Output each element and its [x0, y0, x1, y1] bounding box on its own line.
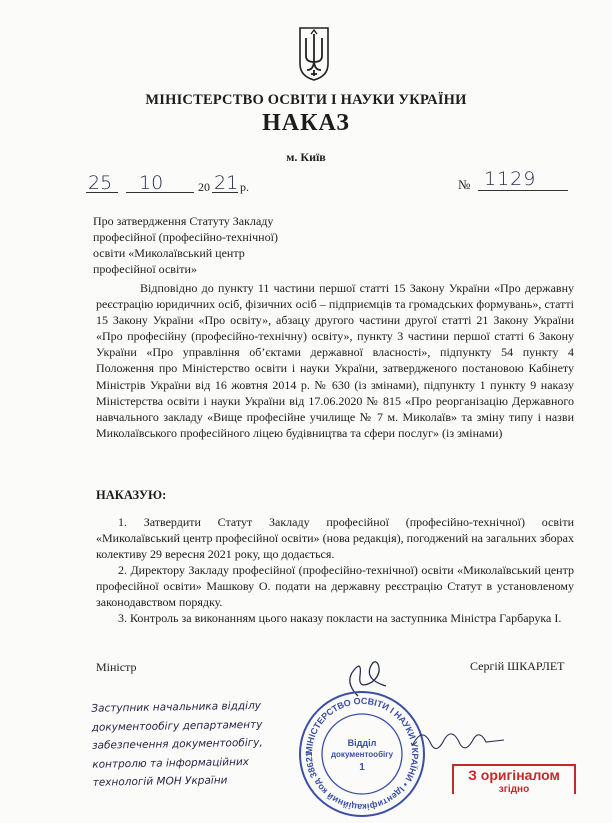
- subject-line: Про затвердження Статуту Закладу: [93, 214, 274, 228]
- number-sign: №: [458, 177, 471, 192]
- order-item-2: 2. Директору Закладу професійної (професійно-технічної) освіти «Миколаївський центр професійної освіти» Машкову О. подати на державну реєстрацію Статут в установленому законодавством порядку.: [96, 563, 574, 610]
- note-line: документообігу департаменту: [91, 718, 263, 734]
- order-year-abbr: р.: [240, 180, 249, 194]
- order-year-suffix: 21: [214, 172, 239, 194]
- date-line: [212, 192, 238, 193]
- note-line: Заступник начальника відділу: [91, 699, 262, 715]
- stamp-center-line: документообігу: [330, 750, 394, 759]
- note-line: забезпечення документообігу,: [91, 736, 263, 752]
- order-year-prefix: 20: [198, 180, 210, 194]
- number-line: [478, 190, 568, 191]
- original-conformity-stamp: [452, 764, 576, 794]
- orders-heading: НАКАЗУЮ:: [96, 488, 167, 502]
- round-stamp-icon: [298, 690, 426, 818]
- original-stamp-line2: згідно: [498, 784, 530, 795]
- subject-line: освіти «Миколаївський центр: [93, 246, 245, 260]
- date-line: [126, 192, 194, 193]
- note-line: технологій МОН України: [92, 774, 228, 789]
- certifier-signature: [408, 716, 508, 766]
- original-stamp-line1: З оригіналом: [468, 767, 560, 783]
- preamble-paragraph: Відповідно до пункту 11 частини першої статті 15 Закону України «Про державну реєстрацію юридичних осіб, фізичних осіб – підприємців та громадських формувань», статті 15 Закону України «Про освіту», абзацу другого частини другої статті 21 Закону України «Про професійну (професійно-технічну) освіту», пункту 3 частини першої статті 6 Закону України «Про управління об’єктами державної власності», підпункту 54 пункту 4 Положення про Міністерство освіти і науки України, затвердженого постановою Кабінету Міністрів України від 16 жовтня 2014 р. № 630 (із змінами), підпункту 1 пункту 9 наказу Міністерства освіти і науки України від 17.06.2020 № 815 «Про реорганізацію Державного навчального закладу «Вище професійне училище № 7 м. Миколаїв» та зміну типу і назви Миколаївського професійного ліцею будівництва та сфери послуг» (із змінами): [96, 281, 574, 440]
- order-day: 25: [88, 172, 113, 194]
- stamp-center-line: Відділ: [347, 738, 377, 748]
- document-title: НАКАЗ: [262, 110, 350, 136]
- order-subject: [93, 213, 333, 277]
- note-line: контролю та інформаційних: [92, 755, 250, 771]
- signer-position: Міністр: [96, 660, 137, 674]
- order-number: 1129: [484, 168, 537, 190]
- department-stamp: [298, 690, 426, 813]
- order-month: 10: [139, 172, 164, 194]
- trident-emblem-icon: [296, 26, 332, 82]
- svg-text:МІНІСТЕРСТВО ОСВІТИ І НАУКИ УК: МІНІСТЕРСТВО ОСВІТИ І НАУКИ УКРАЇНИ • Ідентифікаційний код 38621: [303, 695, 421, 813]
- subject-line: професійної освіти»: [93, 262, 197, 276]
- order-item-1: 1. Затвердити Статут Закладу професійної (професійно-технічної) освіти «Миколаївський центр професійної освіти» (нова редакція), погоджений на загальних зборах колективу 29 вересня 2021 року, що додається.: [96, 515, 574, 562]
- order-item-3: 3. Контроль за виконанням цього наказу покласти на заступника Міністра Гарбарука І.: [118, 611, 562, 625]
- signer-name: Сергій ШКАРЛЕТ: [470, 659, 565, 673]
- ministry-name: МІНІСТЕРСТВО ОСВІТИ І НАУКИ УКРАЇНИ: [145, 92, 467, 108]
- city: м. Київ: [286, 150, 326, 164]
- date-line: [86, 192, 118, 193]
- subject-line: професійної (професійно-технічної): [93, 230, 278, 244]
- stamp-number: 1: [359, 762, 365, 773]
- handwritten-certification-note: [91, 696, 293, 792]
